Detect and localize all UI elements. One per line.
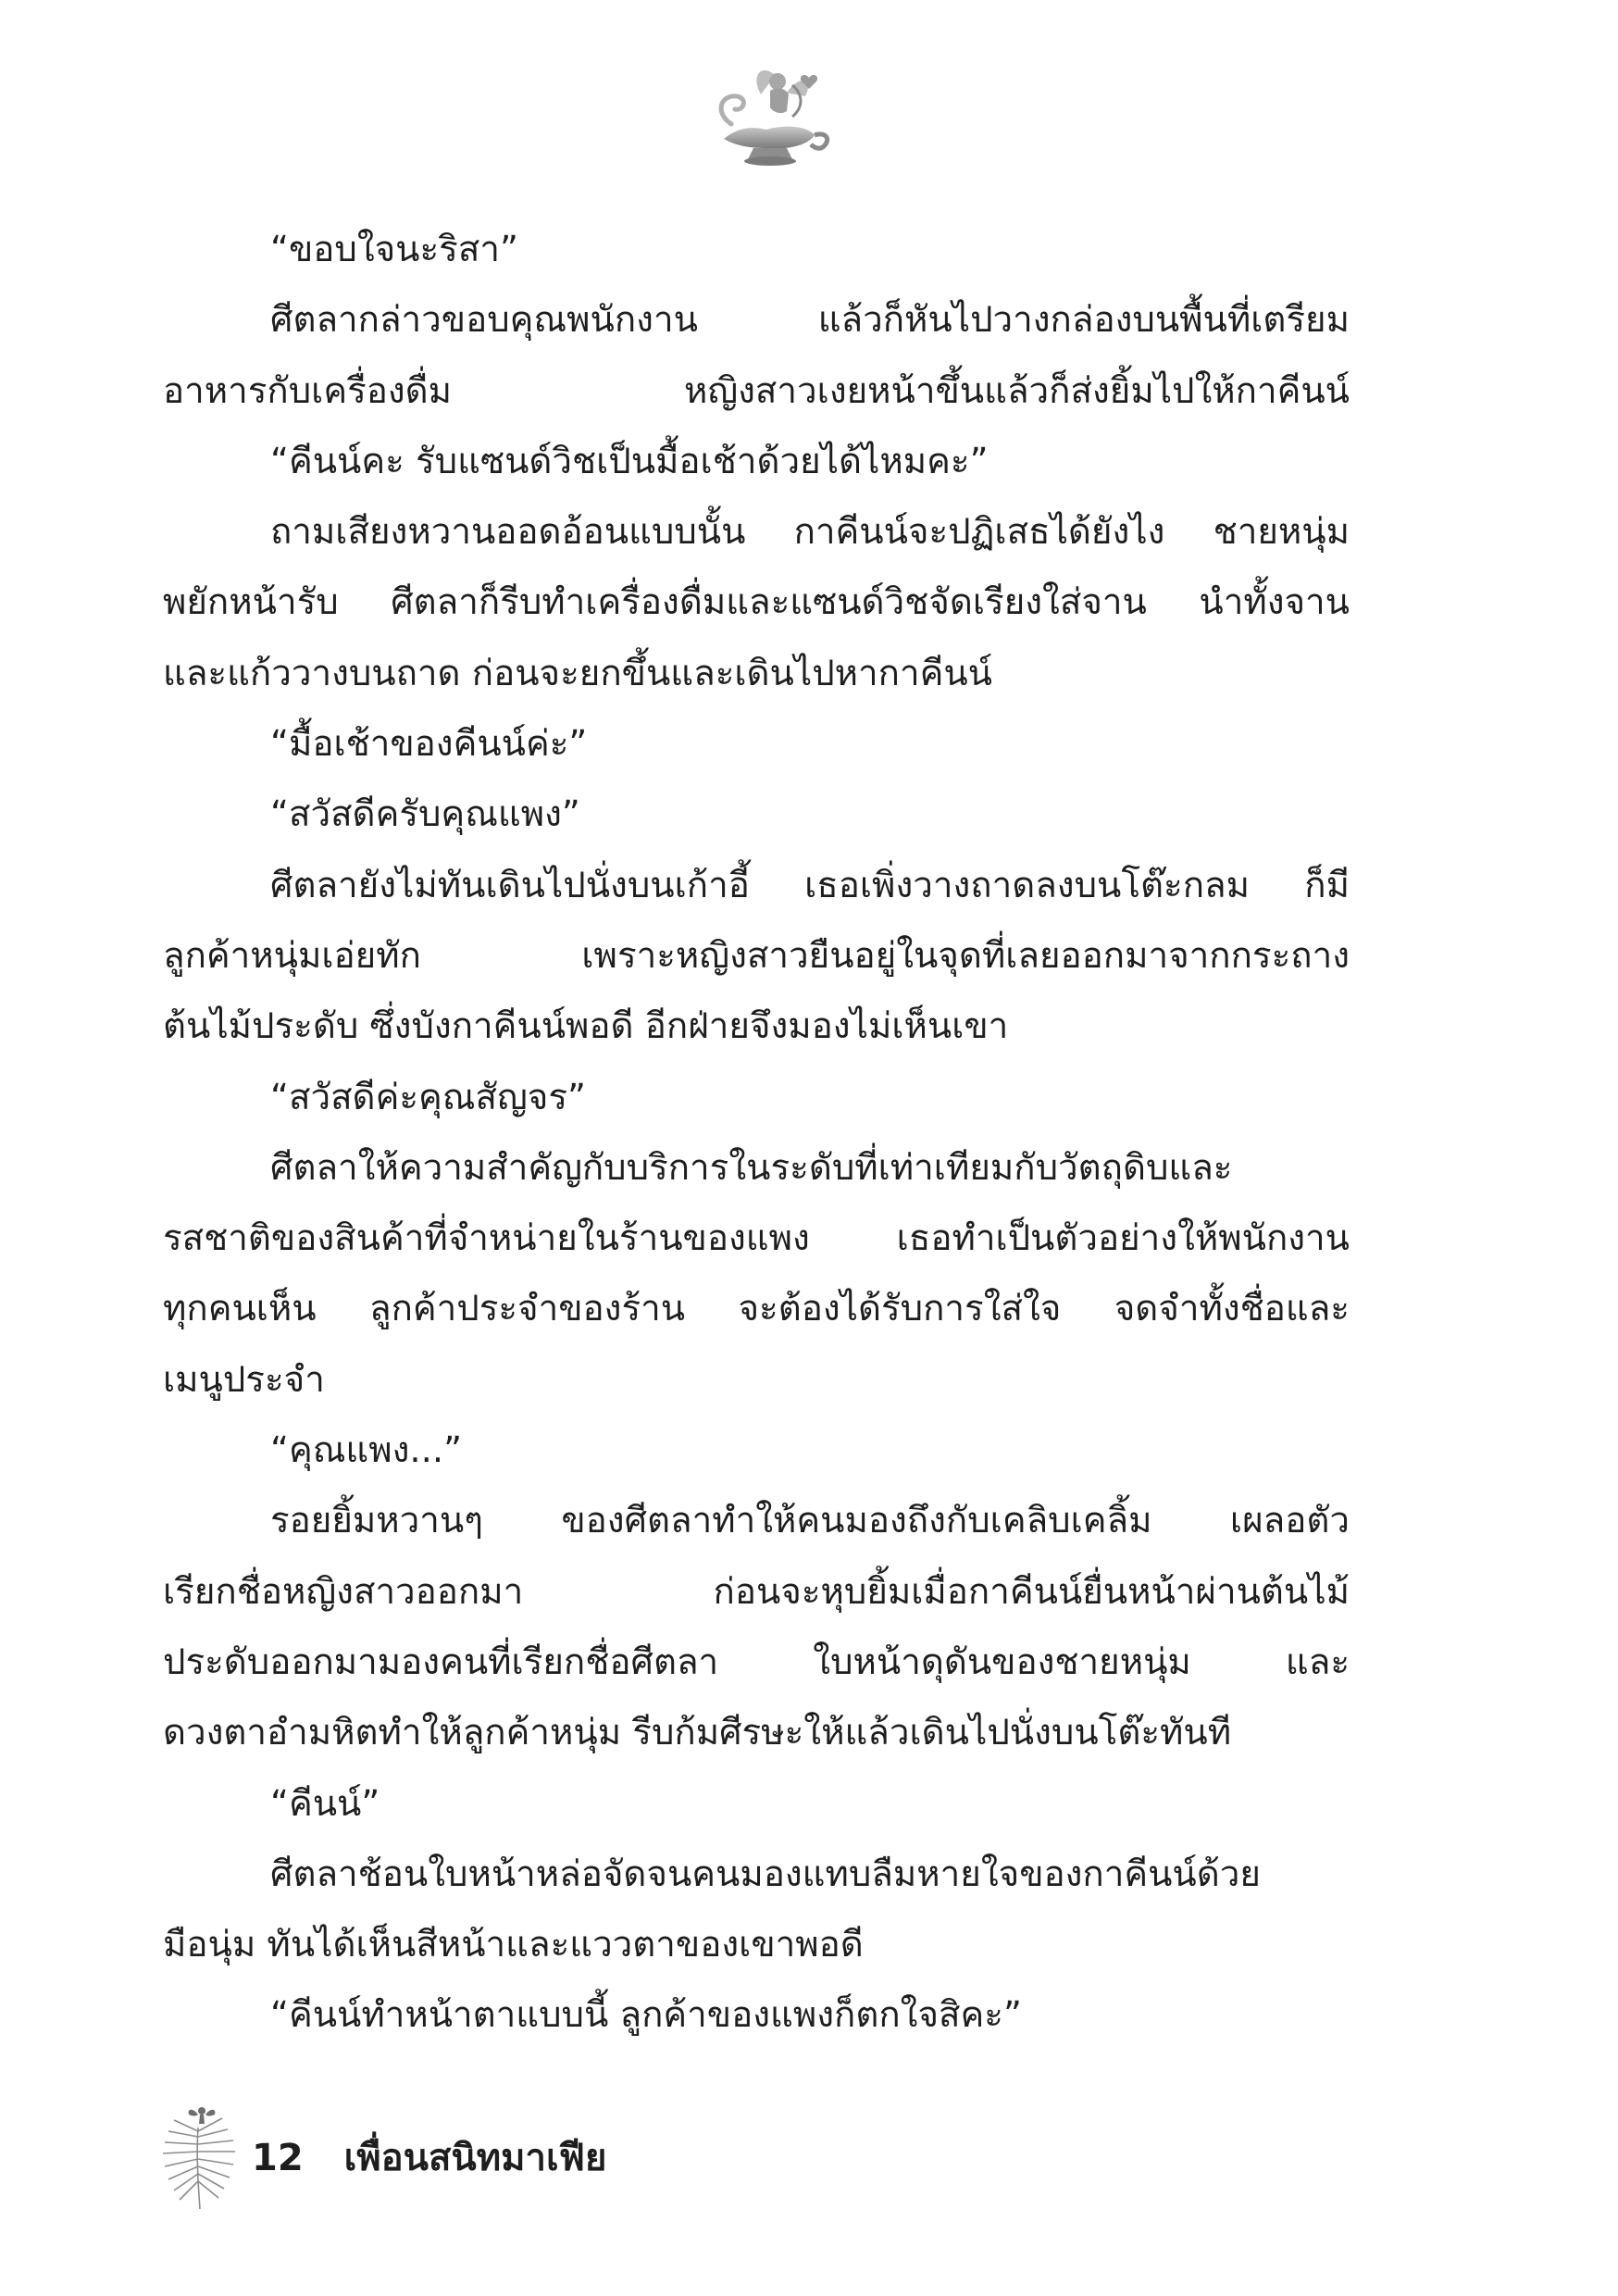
text-line: ศีตลากล่าวขอบคุณพนักงาน แล้วก็หันไปวางกล่องบนพื้นที่เตรียม: [270, 299, 1350, 342]
text-line: ศีตลาให้ความสำคัญกับบริการในระดับที่เท่าเทียมกับวัตถุดิบและ: [270, 1146, 1233, 1189]
text-line: รสชาติของสินค้าที่จำหน่ายในร้านของแพง เธอทำเป็นตัวอย่างให้พนักงาน: [163, 1217, 1350, 1260]
text-line: เรียกชื่อหญิงสาวออกมา ก่อนจะหุบยิ้มเมื่อกาคีนน์ยื่นหน้าผ่านต้นไม้: [163, 1570, 1350, 1613]
text-line: “คีนน์คะ รับแซนด์วิชเป็นมื้อเช้าด้วยได้ไหมคะ”: [270, 440, 989, 482]
text-line: ทุกคนเห็น ลูกค้าประจำของร้าน จะต้องได้รับการใส่ใจ จดจำทั้งชื่อและ: [163, 1288, 1350, 1330]
text-line: อาหารกับเครื่องดื่ม หญิงสาวเงยหน้าขึ้นแล้วก็ส่งยิ้มไปให้กาคีนน์: [163, 369, 1350, 412]
page-footer: [252, 2126, 606, 2190]
text-line: เมนูประจำ: [163, 1358, 325, 1401]
page-number: 12: [252, 2137, 304, 2179]
text-line: พยักหน้ารับ ศีตลาก็รีบทำเครื่องดื่มและแซนด์วิชจัดเรียงใส่จาน นำทั้งจาน: [163, 581, 1350, 624]
feather-fairy-icon: [156, 2100, 244, 2211]
cupid-on-magic-lamp-icon: [696, 57, 835, 168]
chapter-body-text: [163, 215, 1350, 2052]
text-line: ประดับออกมามองคนที่เรียกชื่อศีตลา ใบหน้าดุดันของชายหนุ่ม และ: [163, 1641, 1350, 1683]
text-line: ต้นไม้ประดับ ซึ่งบังกาคีนน์พอดี อีกฝ่ายจึงมองไม่เห็นเขา: [163, 1005, 1009, 1048]
text-line: และแก้ววางบนถาด ก่อนจะยกขึ้นและเดินไปหากาคีนน์: [163, 652, 992, 694]
text-line: มือนุ่ม ทันได้เห็นสีหน้าและแววตาของเขาพอดี: [163, 1924, 864, 1966]
text-line: “คีนน์”: [270, 1782, 380, 1825]
text-line: “ขอบใจนะริสา”: [270, 229, 518, 270]
text-line: “สวัสดีค่ะคุณสัญจร”: [270, 1076, 586, 1118]
text-line: ลูกค้าหนุ่มเอ่ยทัก เพราะหญิงสาวยืนอยู่ในจุดที่เลยออกมาจากกระถาง: [163, 934, 1350, 977]
text-line: “มื้อเช้าของคีนน์ค่ะ”: [270, 723, 588, 766]
text-line: รอยยิ้มหวานๆ ของศีตลาทำให้คนมองถึงกับเคลิบเคลิ้ม เผลอตัว: [270, 1500, 1350, 1542]
text-line: ศีตลายังไม่ทันเดินไปนั่งบนเก้าอี้ เธอเพิ่งวางถาดลงบนโต๊ะกลม ก็มี: [270, 864, 1350, 906]
text-line: ศีตลาช้อนใบหน้าหล่อจัดจนคนมองแทบลืมหายใจของกาคีนน์ด้วย: [270, 1853, 1261, 1895]
book-title: เพื่อนสนิทมาเฟีย: [343, 2137, 607, 2179]
text-line: ดวงตาอำมหิตทำให้ลูกค้าหนุ่ม รีบก้มศีรษะให้แล้วเดินไปนั่งบนโต๊ะทันที: [163, 1712, 1232, 1754]
text-line: “คุณแพง...”: [270, 1429, 463, 1472]
text-line: “คีนน์ทำหน้าตาแบบนี้ ลูกค้าของแพงก็ตกใจสิคะ”: [270, 1994, 1022, 2037]
text-line: ถามเสียงหวานออดอ้อนแบบนั้น กาคีนน์จะปฏิเสธได้ยังไง ชายหนุ่ม: [270, 511, 1350, 554]
text-line: “สวัสดีครับคุณแพง”: [270, 793, 580, 836]
